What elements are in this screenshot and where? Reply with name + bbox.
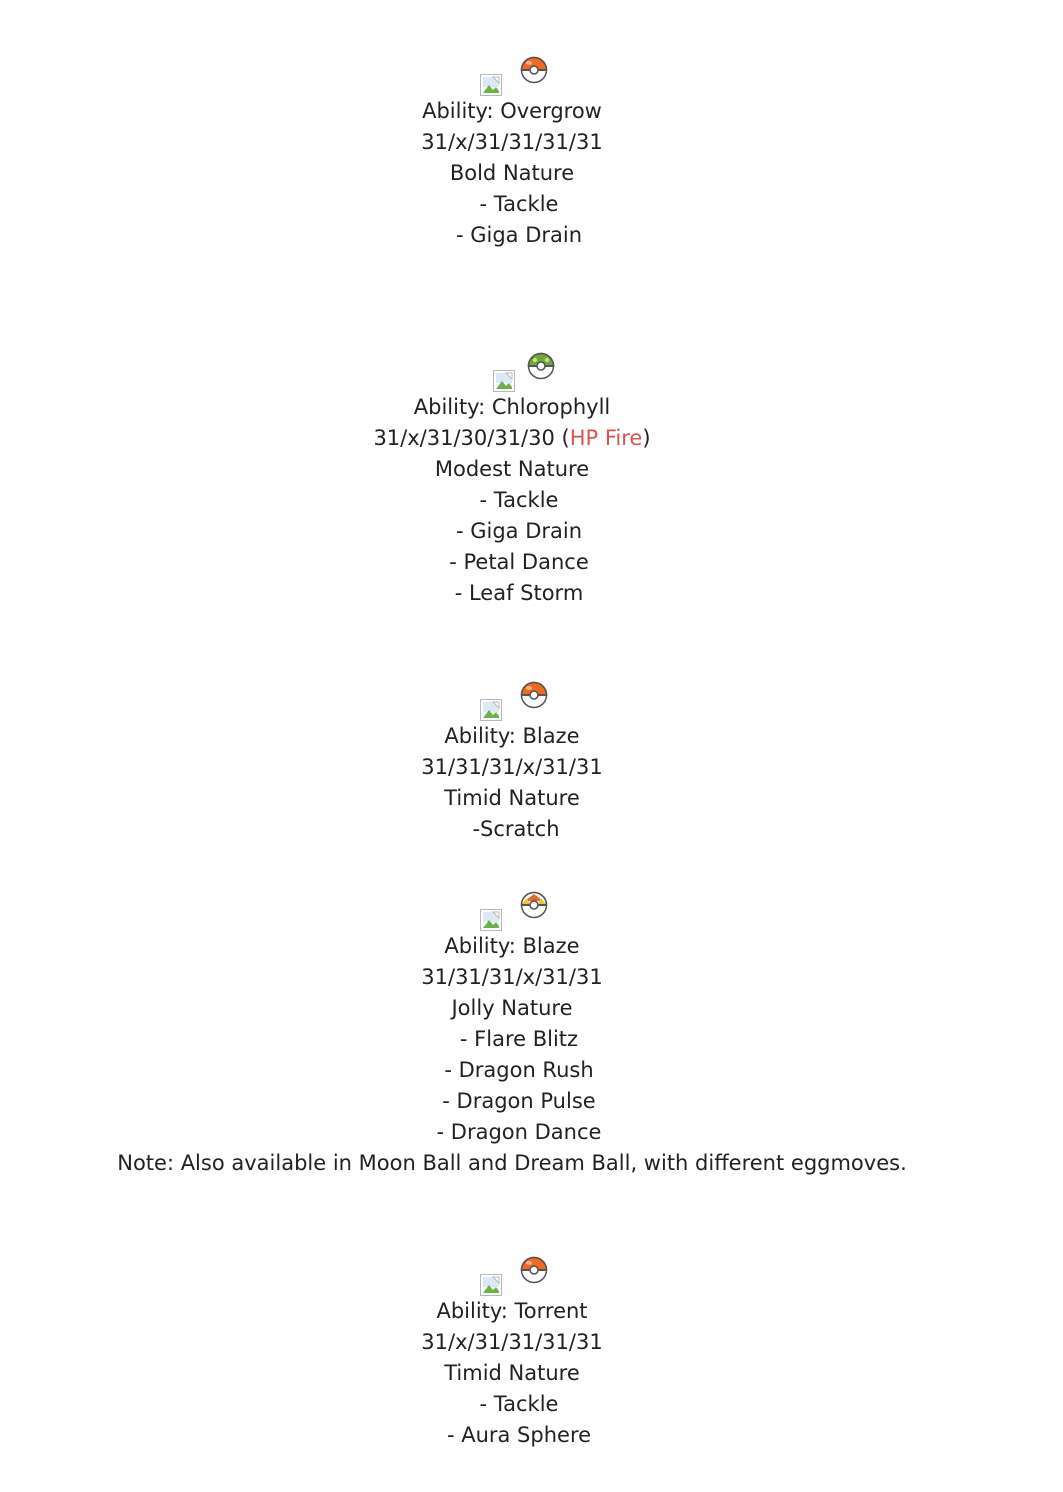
- pokemon-entry: [0, 1256, 1024, 1451]
- iv-spread: 31/31/31/x/31/31: [421, 755, 603, 779]
- ability-text: Ability: Blaze: [444, 724, 580, 748]
- nature-text: Bold Nature: [449, 161, 575, 185]
- poke-ball-icon: [520, 681, 548, 709]
- move-item: - Dragon Rush: [444, 1058, 594, 1082]
- pokemon-entry: [0, 681, 1024, 845]
- broken-image-icon: [480, 909, 502, 931]
- move-item: - Petal Dance: [449, 550, 589, 574]
- pokemon-entry: [0, 56, 1024, 251]
- iv-spread: 31/x/31/31/31/31: [421, 130, 603, 154]
- ability-text: Ability: Blaze: [444, 934, 580, 958]
- nature-text: Modest Nature: [434, 457, 590, 481]
- entry-icons: [0, 891, 1024, 931]
- ability-text: Ability: Torrent: [436, 1299, 588, 1323]
- nature-text: Jolly Nature: [451, 996, 573, 1020]
- entry-icons: [0, 1256, 1024, 1296]
- broken-image-icon: [493, 370, 515, 392]
- move-item: - Tackle: [479, 1392, 559, 1416]
- broken-image-icon: [480, 699, 502, 721]
- move-item: - Dragon Dance: [436, 1120, 602, 1144]
- poke-ball-icon: [520, 56, 548, 84]
- move-item: - Dragon Pulse: [442, 1089, 596, 1113]
- ability-text: Ability: Chlorophyll: [413, 395, 611, 419]
- entry-icons: [0, 352, 1024, 392]
- iv-spread: 31/31/31/x/31/31: [421, 965, 603, 989]
- move-item: - Giga Drain: [455, 223, 583, 247]
- move-item: - Tackle: [479, 192, 559, 216]
- ability-text: Ability: Overgrow: [422, 99, 602, 123]
- availability-note: Note: Also available in Moon Ball and Dream Ball, with different eggmoves.: [117, 1151, 907, 1175]
- entry-icons: [0, 56, 1024, 96]
- move-item: -Scratch: [472, 817, 560, 841]
- pokemon-entry: [0, 352, 1024, 609]
- iv-spread: 31/x/31/30/31/30 (HP Fire): [373, 426, 651, 450]
- fast-ball-icon: [520, 891, 548, 919]
- hidden-power-type: HP Fire: [569, 426, 643, 450]
- entry-icons: [0, 681, 1024, 721]
- nature-text: Timid Nature: [444, 1361, 580, 1385]
- move-item: - Flare Blitz: [459, 1027, 579, 1051]
- move-item: - Giga Drain: [455, 519, 583, 543]
- move-item: - Aura Sphere: [446, 1423, 592, 1447]
- nature-text: Timid Nature: [444, 786, 580, 810]
- broken-image-icon: [480, 1274, 502, 1296]
- friend-ball-icon: [527, 352, 555, 380]
- move-item: - Leaf Storm: [454, 581, 584, 605]
- move-item: - Tackle: [479, 488, 559, 512]
- poke-ball-icon: [520, 1256, 548, 1284]
- broken-image-icon: [480, 74, 502, 96]
- iv-spread: 31/x/31/31/31/31: [421, 1330, 603, 1354]
- pokemon-entry: [0, 891, 1024, 1179]
